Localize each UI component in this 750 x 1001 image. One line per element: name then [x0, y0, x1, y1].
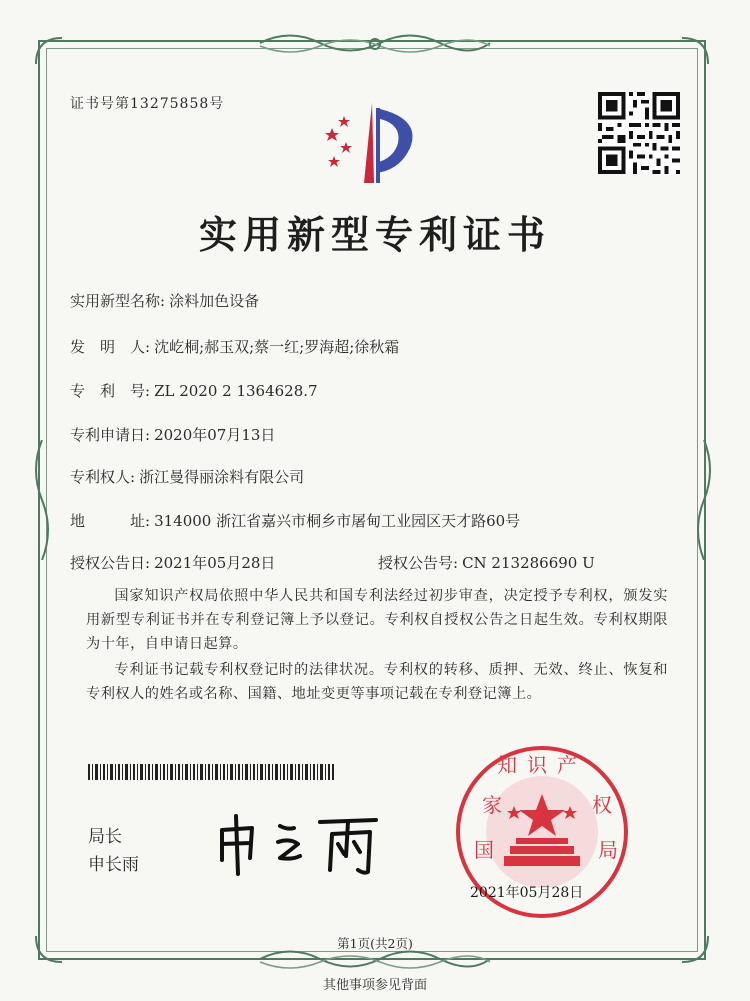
right-ornament-icon: [692, 440, 716, 560]
signature-icon: [208, 808, 388, 878]
field-label: 授权公告号:: [378, 554, 459, 572]
svg-text:局: 局: [598, 838, 618, 862]
officer-name: 申长雨: [88, 855, 139, 875]
svg-text:家: 家: [482, 793, 502, 817]
field-value: CN 213286690 U: [462, 554, 595, 572]
field-value: 沈屹桐;郝玉双;蔡一红;罗海超;徐秋霜: [154, 338, 400, 356]
field-label: 发 明 人:: [70, 338, 151, 356]
field-label: 地 址:: [70, 512, 151, 530]
seal-date: 2021年05月28日: [470, 885, 584, 901]
officer-title: 局长: [88, 827, 122, 847]
corner-ornament-icon: [34, 36, 64, 66]
body-paragraph: 国家知识产权局依照中华人民共和国专利法经过初步审查，决定授予专利权，颁发实用新型专利证书并在专利登记簿上予以登记。专利权自授权公告之日起生效。专利权期限为十年，自申请日起算。: [86, 588, 668, 652]
footer-note: 其他事项参见背面: [322, 978, 427, 993]
field-value: 涂料加色设备: [169, 292, 260, 310]
field-inventors: [70, 336, 399, 357]
top-ornament-icon: [250, 28, 500, 58]
field-application-date: [70, 424, 275, 445]
field-value: 2020年07月13日: [154, 426, 276, 444]
field-label: 专利权人:: [70, 468, 136, 486]
field-grant-date: [70, 552, 275, 573]
page-title: 实用新型专利证书: [198, 212, 551, 257]
field-patent-number: [70, 380, 318, 401]
page-indicator: 第1页(共2页): [337, 936, 413, 951]
svg-text:国: 国: [474, 838, 494, 862]
field-utility-name: [70, 290, 259, 311]
field-address: [70, 510, 520, 531]
field-value: 浙江曼得丽涂料有限公司: [139, 468, 305, 486]
left-ornament-icon: [30, 440, 54, 560]
cnipa-logo-icon: [312, 98, 432, 188]
field-label: 专利申请日:: [70, 426, 151, 444]
svg-text:知识产: 知识产: [497, 753, 587, 777]
field-grant-number: [378, 552, 595, 573]
field-value: ZL 2020 2 1364628.7: [154, 382, 318, 400]
certificate-number: 证书号第13275858号: [70, 96, 225, 112]
barcode-icon: [88, 764, 334, 780]
field-value: 2021年05月28日: [154, 554, 276, 572]
field-patentee: [70, 466, 304, 487]
field-label: 专 利 号:: [70, 382, 151, 400]
field-value: 314000 浙江省嘉兴市桐乡市屠甸工业园区天才路60号: [154, 512, 521, 530]
svg-text:权: 权: [592, 793, 612, 817]
field-label: 实用新型名称:: [70, 292, 166, 310]
corner-ornament-icon: [680, 36, 710, 66]
body-paragraph: 专利证书记载专利权登记时的法律状况。专利权的转移、质押、无效、终止、恢复和专利权人的姓名或名称、国籍、地址变更等事项记载在专利登记簿上。: [86, 662, 668, 702]
qr-code-icon: [598, 92, 680, 174]
field-label: 授权公告日:: [70, 554, 151, 572]
